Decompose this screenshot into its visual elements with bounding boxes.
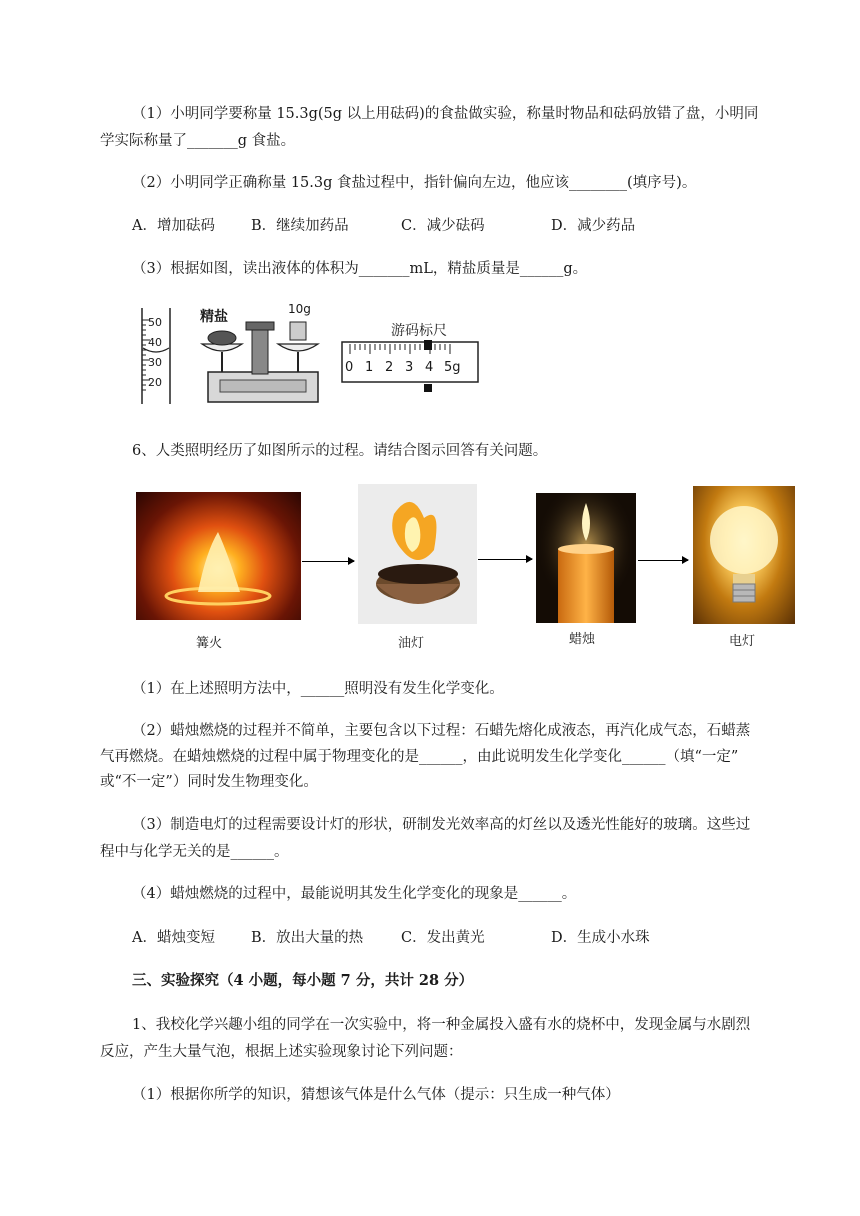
q6-part4: （4）蜡烛燃烧的过程中，最能说明其发生化学变化的现象是______。 bbox=[132, 886, 577, 902]
salt-label: 精盐 bbox=[200, 309, 228, 325]
section-heading: 三、实验探究（4 小题，每小题 7 分，共计 28 分） bbox=[132, 972, 474, 989]
q5-option-a: A．增加砝码 bbox=[132, 218, 215, 234]
cylinder-tick-20: 20 bbox=[148, 376, 162, 389]
light-bulb-icon bbox=[693, 486, 795, 624]
ruler-number-1: 1 bbox=[365, 360, 374, 375]
q6-part1: （1）在上述照明方法中，______照明没有发生化学变化。 bbox=[132, 681, 504, 697]
q5-part2: （2）小明同学正确称量 15.3g 食盐过程中，指针偏向左边，他应该________(填序号)。 bbox=[132, 175, 697, 191]
caption-electric-lamp: 电灯 bbox=[729, 634, 756, 649]
section3-q1-line2: 反应，产生大量气泡，根据上述实验现象讨论下列问题： bbox=[100, 1044, 463, 1060]
ruler-number-3: 3 bbox=[405, 360, 414, 375]
q5-part1-line1: （1）小明同学要称量 15.3g(5g 以上用砝码)的食盐做实验，称量时物品和砝码放错了盘，小明同 bbox=[132, 106, 759, 122]
q6-option-b: B．放出大量的热 bbox=[251, 930, 364, 946]
arrow-3 bbox=[638, 560, 688, 561]
caption-candle: 蜡烛 bbox=[569, 632, 596, 647]
section3-q1-part1: （1）根据你所学的知识，猜想该气体是什么气体（提示：只生成一种气体） bbox=[132, 1087, 620, 1103]
ruler-number-4: 4 bbox=[425, 360, 434, 375]
q6-part3-line2: 程中与化学无关的是______。 bbox=[100, 844, 289, 860]
q5-part1-line2: 学实际称量了_______g 食盐。 bbox=[100, 133, 296, 149]
q5-option-b: B．继续加药品 bbox=[251, 218, 349, 234]
cylinder-tick-40: 40 bbox=[148, 336, 162, 349]
arrow-2 bbox=[478, 559, 532, 560]
q6-option-d: D．生成小水珠 bbox=[551, 930, 650, 946]
ruler-number-0: 0 bbox=[345, 360, 354, 375]
bonfire-image bbox=[136, 492, 301, 620]
candle-image bbox=[536, 493, 636, 623]
q5-part3: （3）根据如图，读出液体的体积为_______mL，精盐质量是______g。 bbox=[132, 261, 588, 277]
oil-lamp-image bbox=[358, 484, 477, 624]
section3-q1-line1: 1、我校化学兴趣小组的同学在一次实验中，将一种金属投入盛有水的烧杯中，发现金属与水剧烈 bbox=[132, 1017, 751, 1033]
flame-icon bbox=[136, 492, 301, 620]
ruler-title: 游码标尺 bbox=[391, 323, 447, 339]
arrow-1 bbox=[302, 561, 354, 562]
oil-lamp-icon bbox=[358, 484, 477, 624]
q6-option-a: A．蜡烛变短 bbox=[132, 930, 215, 946]
cylinder-tick-50: 50 bbox=[148, 316, 162, 329]
ruler-number-5g: 5g bbox=[444, 360, 461, 375]
q6-title: 6、人类照明经历了如图所示的过程。请结合图示回答有关问题。 bbox=[132, 443, 548, 459]
candle-icon bbox=[536, 493, 636, 623]
q6-part3-line1: （3）制造电灯的过程需要设计灯的形状，研制发光效率高的灯丝以及透光性能好的玻璃。这些过 bbox=[132, 817, 751, 833]
light-bulb-image bbox=[693, 486, 795, 624]
q6-part2-line3: 或“不一定”）同时发生物理变化。 bbox=[100, 774, 318, 790]
q6-part2-line2: 气再燃烧。在蜡烛燃烧的过程中属于物理变化的是______，由此说明发生化学变化______（填“一定” bbox=[100, 749, 739, 765]
q6-option-c: C．发出黄光 bbox=[401, 930, 485, 946]
q5-option-d: D．减少药品 bbox=[551, 218, 636, 234]
caption-bonfire: 篝火 bbox=[196, 636, 223, 651]
q6-part2-line1: （2）蜡烛燃烧的过程并不简单，主要包含以下过程：石蜡先熔化成液态，再汽化成气态，石蜡蒸 bbox=[132, 723, 751, 739]
weight-label: 10g bbox=[288, 302, 311, 316]
caption-oil-lamp: 油灯 bbox=[398, 636, 425, 651]
measurement-figure bbox=[130, 300, 480, 408]
q5-option-c: C．减少砝码 bbox=[401, 218, 485, 234]
cylinder-tick-30: 30 bbox=[148, 356, 162, 369]
ruler-number-2: 2 bbox=[385, 360, 394, 375]
